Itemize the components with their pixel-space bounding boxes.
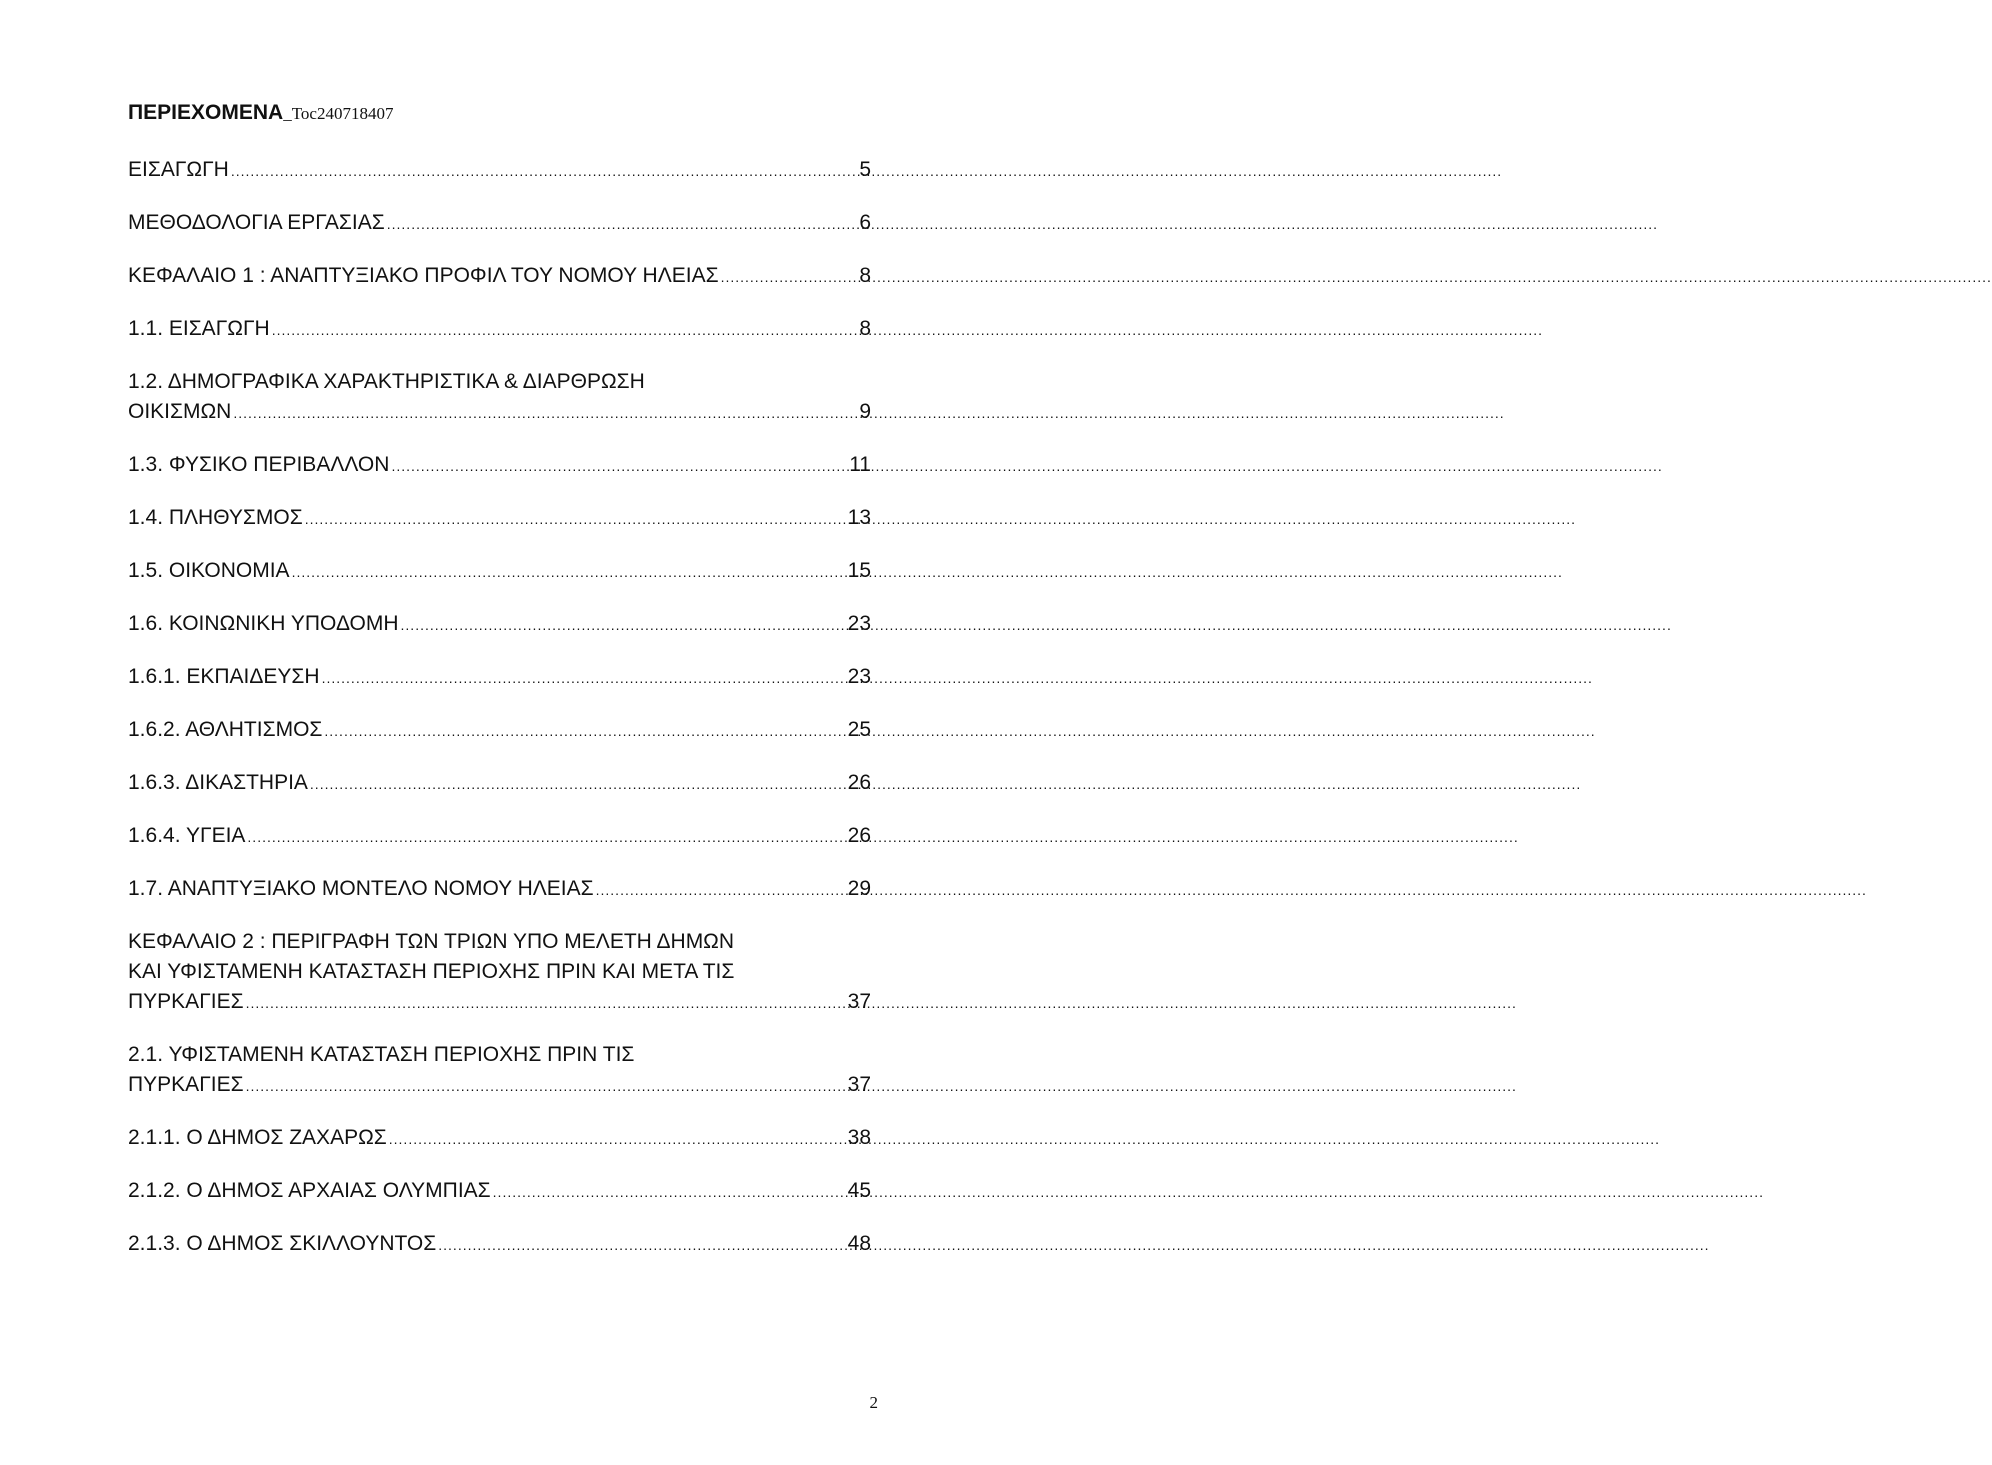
toc-entry-title: ΜΕΘΟΔΟΛΟΓΙΑ ΕΡΓΑΣΙΑΣ [128, 211, 385, 234]
toc-entry[interactable] [128, 927, 871, 1017]
toc-entry-title: 1.6.4. ΥΓΕΙΑ [128, 824, 246, 847]
toc-entry-line [128, 874, 871, 904]
toc-entry-page-number: 37 [847, 990, 871, 1013]
toc-entry-line [128, 1176, 871, 1206]
toc-entry[interactable] [128, 1229, 871, 1259]
toc-dot-leader [233, 398, 857, 428]
toc-entry-page-number: 23 [847, 665, 871, 688]
toc-dot-leader [721, 262, 858, 292]
toc-entry-title: ΕΙΣΑΓΩΓΗ [128, 158, 229, 181]
toc-heading [128, 98, 393, 129]
toc-entry-line [128, 662, 871, 692]
toc-entry-line [128, 1123, 871, 1153]
toc-entry-title: ΟΙΚΙΣΜΩΝ [128, 400, 232, 423]
toc-entry-line [128, 397, 871, 427]
toc-entry-page-number: 45 [847, 1179, 871, 1202]
toc-dot-leader [324, 716, 845, 746]
toc-entry-page-number: 23 [847, 612, 871, 635]
toc-entry-line [128, 155, 871, 185]
toc-entry-title: 2.1.2. Ο ΔΗΜΟΣ ΑΡΧΑΙΑΣ ΟΛΥΜΠΙΑΣ [128, 1179, 491, 1202]
toc-entry-title: 1.1. ΕΙΣΑΓΩΓΗ [128, 317, 270, 340]
toc-entry[interactable] [128, 556, 871, 586]
toc-entry[interactable] [128, 821, 871, 851]
toc-entry-title: ΚΕΦΑΛΑΙΟ 1 : ΑΝΑΠΤΥΞΙΑΚΟ ΠΡΟΦΙΛ ΤΟΥ ΝΟΜΟΥ ΗΛΕΙΑΣ [128, 264, 719, 287]
toc-entry-line [128, 1040, 871, 1070]
toc-entry-page-number: 26 [847, 824, 871, 847]
toc-entry-line [128, 261, 871, 291]
toc-entry[interactable] [128, 1040, 871, 1100]
toc-entry-line [128, 927, 871, 957]
toc-dot-leader [389, 1124, 846, 1154]
toc-entry-title: 1.6.2. ΑΘΛΗΤΙΣΜΟΣ [128, 718, 323, 741]
toc-entry-page-number: 25 [847, 718, 871, 741]
toc-entry-page-number: 26 [847, 771, 871, 794]
toc-entry-page-number: 37 [847, 1073, 871, 1096]
toc-entry[interactable] [128, 1176, 871, 1206]
toc-entry-title: ΚΑΙ ΥΦΙΣΤΑΜΕΝΗ ΚΑΤΑΣΤΑΣΗ ΠΕΡΙΟΧΗΣ ΠΡΙΝ ΚΑΙ ΜΕΤΑ ΤΙΣ [128, 960, 735, 983]
toc-dot-leader [438, 1230, 845, 1260]
toc-entry-title: 2.1.3. Ο ΔΗΜΟΣ ΣΚΙΛΛΟΥΝΤΟΣ [128, 1232, 437, 1255]
toc-dot-leader [310, 769, 846, 799]
toc-entry[interactable] [128, 314, 871, 344]
toc-dot-leader [292, 557, 846, 587]
toc-entry-title: 1.2. ΔΗΜΟΓΡΑΦΙΚΑ ΧΑΡΑΚΤΗΡΙΣΤΙΚΑ & ΔΙΑΡΘΡΩΣΗ [128, 370, 645, 393]
toc-entry-page-number: 48 [847, 1232, 871, 1255]
toc-entry-title: 1.6.3. ΔΙΚΑΣΤΗΡΙΑ [128, 771, 308, 794]
toc-entry-line [128, 821, 871, 851]
toc-entry-page-number: 38 [847, 1126, 871, 1149]
toc-entry-title: 1.7. ΑΝΑΠΤΥΞΙΑΚΟ ΜΟΝΤΕΛΟ ΝΟΜΟΥ ΗΛΕΙΑΣ [128, 877, 594, 900]
toc-entry-title: 1.3. ΦΥΣΙΚΟ ΠΕΡΙΒΑΛΛΟΝ [128, 453, 390, 476]
toc-entry-line [128, 208, 871, 238]
toc-entry[interactable] [128, 155, 871, 185]
toc-dot-leader [493, 1177, 846, 1207]
toc-entry[interactable] [128, 450, 871, 480]
toc-entry-line [128, 768, 871, 798]
toc-entry-line [128, 450, 871, 480]
toc-entry-line [128, 1070, 871, 1100]
toc-dot-leader [401, 610, 846, 640]
toc-entry-title: 1.4. ΠΛΗΘΥΣΜΟΣ [128, 506, 303, 529]
toc-entry-title: 1.5. ΟΙΚΟΝΟΜΙΑ [128, 559, 290, 582]
toc-entry[interactable] [128, 503, 871, 533]
toc-entry[interactable] [128, 874, 871, 904]
toc-dot-leader [231, 156, 857, 186]
toc-entry-page-number: 9 [859, 400, 871, 423]
page-number: 2 [869, 1393, 878, 1412]
toc-entry-title: 2.1. ΥΦΙΣΤΑΜΕΝΗ ΚΑΤΑΣΤΑΣΗ ΠΕΡΙΟΧΗΣ ΠΡΙΝ ΤΙΣ [128, 1043, 635, 1066]
toc-entry-line [128, 957, 871, 987]
toc-entry[interactable] [128, 1123, 871, 1153]
toc-entry-title: ΚΕΦΑΛΑΙΟ 2 : ΠΕΡΙΓΡΑΦΗ ΤΩΝ ΤΡΙΩΝ ΥΠΟ ΜΕΛΕΤΗ ΔΗΜΩΝ [128, 930, 735, 953]
toc-dot-leader [305, 504, 846, 534]
toc-entry[interactable] [128, 208, 871, 238]
toc-entry[interactable] [128, 609, 871, 639]
toc-entry-page-number: 15 [847, 559, 871, 582]
toc-entry-line [128, 1229, 871, 1259]
toc-entry-page-number: 13 [847, 506, 871, 529]
toc-entry-page-number: 11 [849, 453, 871, 476]
toc-entry-line [128, 987, 871, 1017]
toc-entry-title: 1.6.1. ΕΚΠΑΙΔΕΥΣΗ [128, 665, 320, 688]
toc-dot-leader [322, 663, 846, 693]
toc-entry-line [128, 609, 871, 639]
toc-entry-title: 2.1.1. Ο ΔΗΜΟΣ ΖΑΧΑΡΩΣ [128, 1126, 387, 1149]
toc-entry-title: ΠΥΡΚΑΓΙΕΣ [128, 1073, 244, 1096]
toc-entry[interactable] [128, 367, 871, 427]
toc-entry[interactable] [128, 662, 871, 692]
toc-entry-page-number: 29 [847, 877, 871, 900]
toc-entry-line [128, 715, 871, 745]
toc-entry-title: ΠΥΡΚΑΓΙΕΣ [128, 990, 244, 1013]
toc-entry-title: 1.6. ΚΟΙΝΩΝΙΚΗ ΥΠΟΔΟΜΗ [128, 612, 399, 635]
toc-dot-leader [272, 315, 858, 345]
toc-entry[interactable] [128, 715, 871, 745]
table-of-contents [128, 155, 871, 1282]
toc-entry-page-number: 8 [859, 317, 871, 340]
toc-entry-line [128, 367, 871, 397]
toc-dot-leader [387, 209, 858, 239]
toc-entry-line [128, 556, 871, 586]
toc-heading-text: ΠΕΡΙΕΧΟΜΕΝΑ [128, 101, 284, 124]
toc-dot-leader [246, 988, 846, 1018]
toc-entry-page-number: 6 [859, 211, 871, 234]
toc-entry-page-number: 8 [859, 264, 871, 287]
toc-entry-line [128, 314, 871, 344]
toc-dot-leader [247, 822, 845, 852]
toc-entry-page-number: 5 [859, 158, 871, 181]
toc-dot-leader [391, 451, 847, 481]
toc-dot-leader [246, 1071, 846, 1101]
toc-dot-leader [596, 875, 846, 905]
toc-entry-line [128, 503, 871, 533]
toc-entry[interactable] [128, 261, 871, 291]
toc-entry[interactable] [128, 768, 871, 798]
toc-bookmark-code: _Toc240718407 [283, 104, 394, 123]
